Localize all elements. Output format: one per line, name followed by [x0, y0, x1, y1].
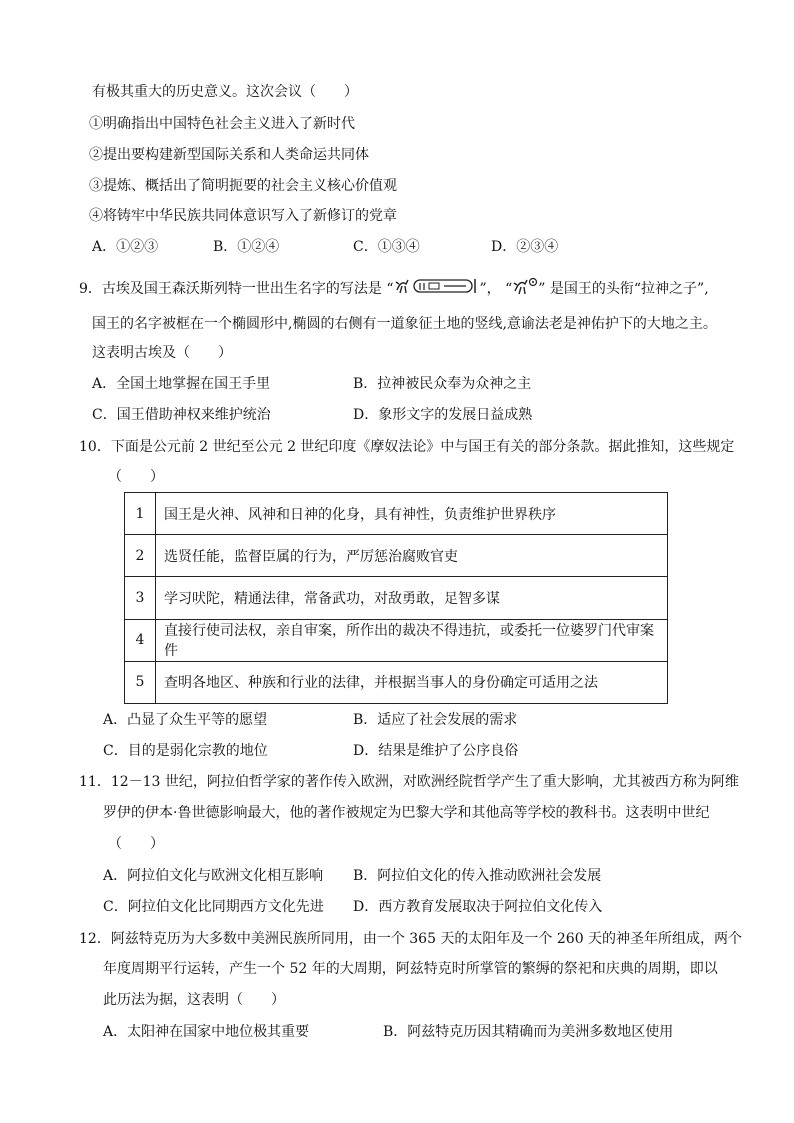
q12-option-a: A．太阳神在国家中地位极其重要	[103, 1024, 310, 1040]
q8-option-a: A．①②③	[92, 239, 159, 255]
q11-line2: 罗伊的伊本·鲁世德影响最大，他的著作被规定为巴黎大学和其他高等学校的教科书。这表明中世纪	[103, 805, 710, 821]
table-row	[125, 619, 668, 661]
q8-stem: 有极其重大的历史意义。这次会议（ ）	[92, 84, 358, 100]
q9-line2: 国王的名字被框在一个椭圆形中,椭圆的右侧有一道象征土地的竖线,意谕法老是神佑护下的大地之主。	[92, 316, 717, 332]
table-cell-text: 查明各地区、种族和行业的法律，并根据当事人的身份确定可适用之法	[156, 661, 668, 703]
q8-option-c: C．①③④	[353, 239, 420, 255]
q9-line1-part-a: 9．古埃及国王森沃斯列特一世出生名字的写法是 “	[79, 281, 394, 297]
table-cell-num: 2	[125, 535, 156, 577]
q9-line1-part-c: ” 是国王的头衔“拉神之子”,	[538, 281, 709, 297]
q9-option-c: C．国王借助神权来维护统治	[92, 407, 271, 423]
table-cell-text: 选贤任能，监督臣属的行为，严厉惩治腐败官吏	[156, 535, 668, 577]
hieroglyph-son-of-ra-icon	[512, 276, 538, 302]
q10-option-a: A．凸显了众生平等的愿望	[103, 712, 268, 728]
q9-option-b: B．拉神被民众奉为众神之主	[353, 376, 532, 392]
q8-item-2: ②提出要构建新型国际关系和人类命运共同体	[89, 147, 369, 163]
table-cell-text: 国王是火神、风神和日神的化身，具有神性，负责维护世界秩序	[156, 493, 668, 535]
q8-option-b: B．①②④	[213, 239, 280, 255]
table-row	[125, 535, 668, 577]
q10-option-b: B．适应了社会发展的需求	[353, 712, 518, 728]
q8-option-d: D．②③④	[491, 239, 559, 255]
q11-option-d: D．西方教育发展取决于阿拉伯文化传入	[353, 899, 603, 915]
q9-line1-part-b: ”， “	[479, 281, 513, 297]
q11-option-a: A．阿拉伯文化与欧洲文化相互影响	[103, 868, 324, 884]
table-cell-num: 1	[125, 493, 156, 535]
q12-option-b: B．阿兹特克历因其精确而为美洲多数地区使用	[383, 1024, 674, 1040]
table-cell-num: 3	[125, 577, 156, 619]
q9-option-a: A．全国土地掌握在国王手里	[92, 376, 271, 392]
q11-option-b: B．阿拉伯文化的传入推动欧洲社会发展	[353, 868, 602, 884]
q9-line3: 这表明古埃及（ ）	[92, 345, 232, 361]
hieroglyph-cartouche-icon	[394, 276, 480, 302]
q8-item-3: ③提炼、概括出了简明扼要的社会主义核心价值观	[89, 178, 397, 194]
table-cell-text: 直接行使司法权，亲自审案，所作出的裁决不得违抗，或委托一位婆罗门代审案件	[156, 619, 668, 661]
q10-line2: （ ）	[108, 469, 164, 485]
q8-item-4: ④将铸牢中华民族共同体意识写入了新修订的党章	[89, 208, 397, 224]
table-row	[125, 577, 668, 619]
table-cell-num: 4	[125, 619, 156, 661]
q11-line3: （ ）	[108, 836, 164, 852]
q9-line1	[79, 276, 709, 302]
q10-clauses-table	[124, 492, 668, 704]
q11-option-c: C．阿拉伯文化比同期西方文化先进	[103, 899, 324, 915]
q12-line3: 此历法为据，这表明（ ）	[103, 992, 285, 1008]
q10-option-d: D．结果是维护了公序良俗	[353, 743, 519, 759]
q11-line1: 11．12－13 世纪，阿拉伯哲学家的著作传入欧洲，对欧洲经院哲学产生了重大影响，尤其被西方称为阿维	[79, 774, 739, 790]
q10-option-c: C．目的是弱化宗教的地位	[103, 743, 268, 759]
q12-line1: 12．阿兹特克历为大多数中美洲民族所同用，由一个 365 天的太阳年及一个 260 天的神圣年所组成，两个	[79, 931, 743, 947]
q9-option-d: D．象形文字的发展日益成熟	[353, 407, 533, 423]
table-row	[125, 661, 668, 703]
table-row	[125, 493, 668, 535]
q10-line1: 10．下面是公元前 2 世纪至公元 2 世纪印度《摩奴法论》中与国王有关的部分条款。据此推知，这些规定	[79, 439, 735, 455]
q12-line2: 年度周期平行运转，产生一个 52 年的大周期，阿兹特克时所掌管的繁缛的祭祀和庆典的周期，即以	[103, 961, 718, 977]
q8-item-1: ①明确指出中国特色社会主义进入了新时代	[89, 116, 355, 132]
table-cell-num: 5	[125, 661, 156, 703]
table-cell-text: 学习吠陀，精通法律，常备武功，对敌勇敢，足智多谋	[156, 577, 668, 619]
